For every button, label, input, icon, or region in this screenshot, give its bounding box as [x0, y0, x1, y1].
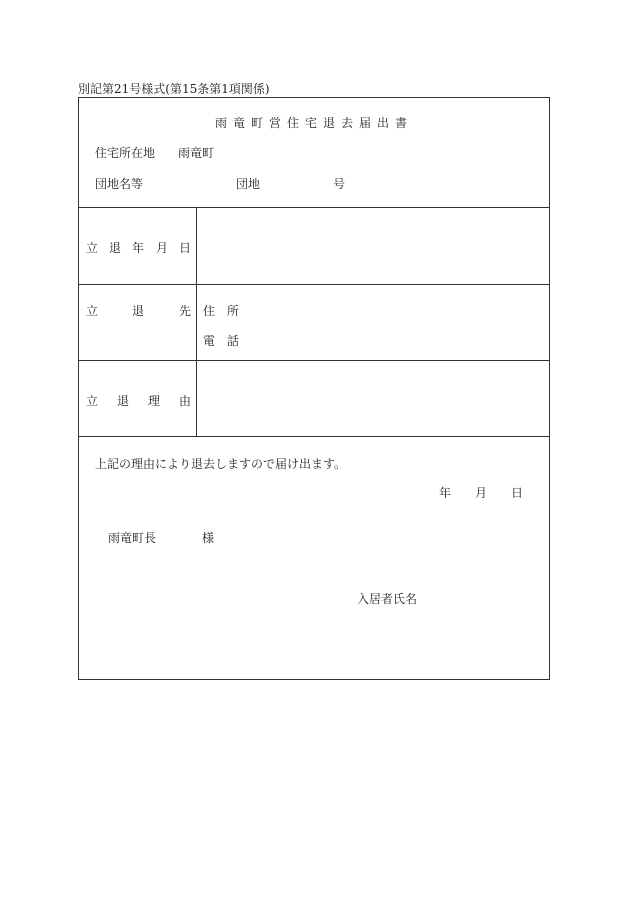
- date-label-char: 年: [132, 241, 145, 255]
- reason-label-char: 由: [179, 394, 192, 408]
- destination-phone-label: 電 話: [203, 334, 240, 348]
- divider-destination: [78, 360, 550, 361]
- signer-label: 入居者氏名: [357, 592, 418, 606]
- number-suffix: 号: [333, 177, 346, 191]
- address-label: 住宅所在地: [95, 146, 156, 160]
- divider-reason: [78, 436, 550, 437]
- date-label-char: 月: [156, 241, 169, 255]
- divider-header: [78, 207, 550, 208]
- date-day: 日: [511, 486, 524, 500]
- date-year: 年: [439, 486, 452, 500]
- address-value: 雨竜町: [178, 146, 215, 160]
- date-label-char: 日: [179, 241, 192, 255]
- destination-label-char: 先: [179, 304, 192, 318]
- reason-label-char: 立: [86, 394, 99, 408]
- complex-label: 団地名等: [95, 177, 144, 191]
- column-divider: [196, 207, 197, 437]
- divider-date: [78, 284, 550, 285]
- form-title: 雨竜町営住宅退去届出書: [214, 116, 413, 130]
- form-caption: 別記第21号様式(第15条第1項関係): [78, 82, 270, 96]
- destination-label-char: 立: [86, 304, 99, 318]
- date-label-char: 退: [109, 241, 122, 255]
- form-frame: [78, 97, 550, 680]
- reason-label-char: 理: [148, 394, 161, 408]
- complex-suffix: 団地: [236, 177, 261, 191]
- addressee: 雨竜町長: [108, 531, 157, 545]
- statement: 上記の理由により退去しますので届け出ます。: [95, 457, 347, 471]
- destination-address-label: 住 所: [203, 304, 240, 318]
- destination-label-char: 退: [132, 304, 145, 318]
- honorific: 様: [202, 531, 215, 545]
- date-month: 月: [475, 486, 488, 500]
- reason-label-char: 退: [117, 394, 130, 408]
- date-label-char: 立: [86, 241, 99, 255]
